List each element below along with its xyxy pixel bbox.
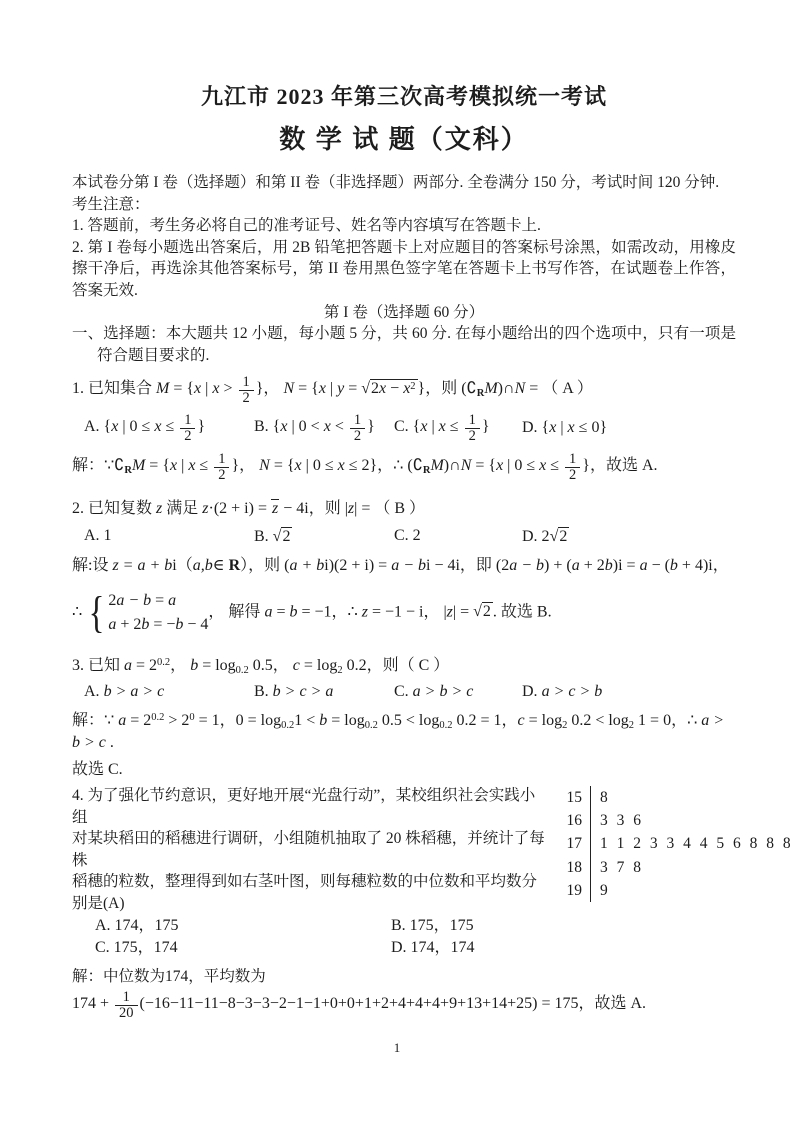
stem-value: 15 <box>566 788 582 806</box>
q2-option-d: D. 2√2 <box>522 527 568 545</box>
stem-value: 16 <box>566 812 582 830</box>
q3-option-c: C. a > b > c <box>394 683 474 701</box>
section-instruction: 一、选择题：本大题共 12 小题，每小题 5 分，共 60 分. 在每小题给出的四个选项中，只有一项是符合题目要求的. <box>72 325 736 364</box>
stem-value: 19 <box>566 881 582 899</box>
q3-stem: 3. 已知 $a = 2^{0.2}$， b = log0.2 0.5， c = log2 0.2，则（ C ） <box>72 656 450 676</box>
page-number: 1 <box>393 1040 401 1055</box>
leaf-values: 3 3 6 <box>590 809 793 832</box>
q2-option-b: B. √2 <box>254 527 291 545</box>
q3-option-a: A. b > a > c <box>84 683 165 701</box>
q3-option-d: D. a > c > b <box>522 683 603 701</box>
leaf-values: 8 <box>590 786 793 809</box>
question-4 <box>72 785 794 1027</box>
q4-stem-line-3: 稻穗的粒数，整理得到如右茎叶图，则每穗粒数的中位数和平均数分别是(A) <box>72 873 538 912</box>
q1-option-d: D. {x | x ≤ 0} <box>522 419 608 437</box>
q4-stem-line-1: 4. 为了强化节约意识，更好地开展“光盘行动”，某校组织社会实践小组 <box>72 786 536 826</box>
q1-stem: 1. 已知集合 M = {x | x > $\frac{1}{2}$ }， N = {x | $y = √2x - x^2$ }，则 (∁RM)∩N = （ A ） <box>72 374 593 407</box>
q4-option-c: C. 175，174 <box>95 939 178 957</box>
q2-option-a: A. 1 <box>84 527 112 545</box>
q4-solution-intro: 解：中位数为174，平均数为 <box>72 967 266 985</box>
q4-option-d: D. 174，174 <box>391 939 475 957</box>
notice-heading: 考生注意： <box>72 195 150 213</box>
notice-rule-2: 2. 第 I 卷每小题选出答案后，用 2B 铅笔把答题卡上对应题目的答案标号涂黑，如需改动，用橡皮擦干净后，再选涂其他答案标号，第 II 卷用黑色签字笔在答题卡上书写作答，在试题卷上作答，答案无效. <box>72 238 736 299</box>
stem-leaf-row <box>556 879 793 902</box>
section-title: 第 I 卷（选择题 60 分） <box>323 303 485 321</box>
q4-solution-formula: 174 + $\frac{1}{20}$ (−16−11−11−8−3−3−2−1−1+0+0+1+2+4+4+4+9+13+14+25) = 175，故选 A. <box>72 989 647 1021</box>
q4-option-a: A. 174，175 <box>95 916 179 934</box>
stem-leaf-row <box>556 832 793 855</box>
exam-summary: 本试卷分第 I 卷（选择题）和第 II 卷（非选择题）两部分. 全卷满分 150 分，考试时间 120 分钟. <box>72 174 720 191</box>
q4-stem-line-2: 对某块稻田的稻穗进行调研，小组随机抽取了 20 株稻穗，并统计了每株 <box>72 830 545 869</box>
exam-content <box>0 82 794 1027</box>
q3-solution-line-1: 解：∵ $a = 2^{0.2} > 2^0 = 1$，0 = log0.21 < b = log0.2 0.5 < log0.2 0.2 = 1，c = log2 0.2 < log2 1 = 0，∴ a > b > c . <box>72 712 725 751</box>
q1-option-a: A. {x | 0 ≤ x ≤ $\frac{1}{2}$ } <box>84 411 206 444</box>
leaf-values: 1 1 2 3 3 4 4 5 6 8 8 8 <box>590 832 793 855</box>
q3-options <box>72 680 736 707</box>
q2-options <box>72 524 736 552</box>
q1-solution: 解：∵∁RM = {x | x ≤ $\frac{1}{2}$ }， N = {x | 0 ≤ x ≤ 2}，∴ (∁RM)∩N = {x | 0 ≤ x ≤ $\frac{1}{2}$ }，故选 A. <box>72 451 658 484</box>
stem-leaf-row <box>556 786 793 809</box>
q2-solution-line-2: ∴ { 2a − b = a a + 2b = −b − 4 ， 解得 a = b = −1，∴ z = −1 − i， |z| = √2 . 故选 B. <box>72 587 552 637</box>
leaf-values: 3 7 8 <box>590 856 793 879</box>
leaf-values: 9 <box>590 879 793 902</box>
question-3 <box>72 646 736 781</box>
stem-leaf-plot <box>556 786 793 902</box>
q1-options <box>72 410 736 450</box>
q4-options <box>72 915 545 960</box>
q2-solution-line-1: 解:设 z = a + bi（a,b∈ R），则 (a + bi)(2 + i) = a − bi − 4i，即 (2a − b) + (a + 2b)i = a − (b + 4)i， <box>72 557 729 575</box>
stem-leaf-row <box>556 809 793 832</box>
q3-solution-line-2: 故选 C. <box>72 761 123 779</box>
stem-value: 17 <box>566 835 582 853</box>
q3-option-b: B. b > c > a <box>254 683 334 701</box>
stem-leaf-row <box>556 856 793 879</box>
exam-subtitle: 数 学 试 题（文科） <box>279 125 529 154</box>
notice-rule-1: 1. 答题前，考生务必将自己的准考证号、姓名等内容填写在答题卡上. <box>72 217 541 235</box>
exam-title: 九江市 2023 年第三次高考模拟统一考试 <box>200 84 607 109</box>
q2-stem: 2. 已知复数 z 满足 z·(2 + i) = z − 4i，则 |z| = （ B ） <box>72 500 426 518</box>
q2-option-c: C. 2 <box>394 527 421 545</box>
q4-option-b: B. 175，175 <box>391 916 474 934</box>
stem-value: 18 <box>566 858 582 876</box>
question-2 <box>72 489 736 646</box>
q1-option-c: C. {x | x ≤ $\frac{1}{2}$ } <box>394 411 490 444</box>
question-1 <box>72 366 736 489</box>
q1-option-b: B. {x | 0 < x < $\frac{1}{2}$ } <box>254 411 375 444</box>
